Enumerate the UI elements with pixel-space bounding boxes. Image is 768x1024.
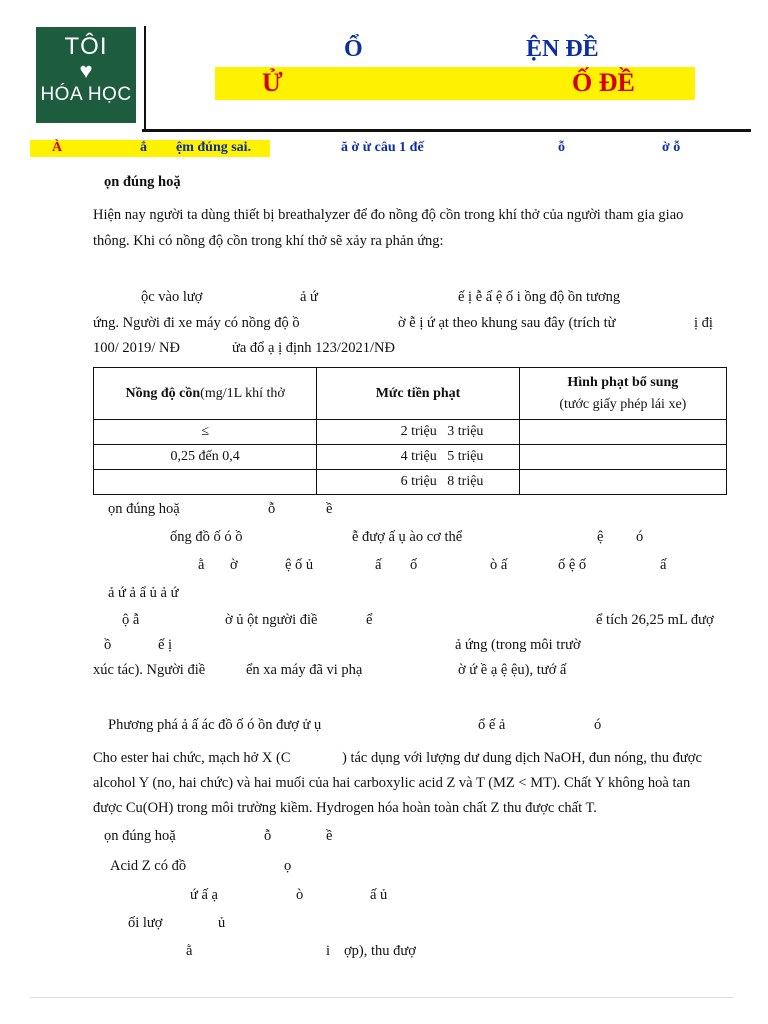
q1-para-l3-b: ửa đổ ạ ị định 123/2021/NĐ [232, 340, 395, 356]
item-d-part-2: ổ ế ả [478, 717, 506, 733]
cell-fine-from: 2 triệu [400, 424, 437, 439]
section-label-a: À [52, 140, 63, 155]
q1-intro-line-2: thông. Khi có nồng độ cồn trong khí thở sẽ xảy ra phản ứng: [93, 233, 444, 249]
q1-para-l1-c: ế ị ễ ấ ệ ố i ồng độ ồn tương [458, 289, 621, 305]
cell-extra [519, 470, 726, 495]
q1-items-instruction-c: ề [326, 501, 333, 517]
item-c-line-3-a: xúc tác). Người điề [93, 662, 206, 678]
table-row [94, 420, 727, 445]
section-label-c: ệm đúng sai. [176, 140, 252, 155]
q1-para-l1-a: ộc vào lượ [141, 289, 203, 305]
header-fine: Mức tiền phạt [317, 368, 519, 420]
q1-para-l3-a: 100/ 2019/ NĐ [93, 340, 180, 356]
q1-para-l1-b: ả ứ [300, 289, 318, 305]
q2-line-2: alcohol Y (no, hai chức) và hai muối của hai carboxylic acid Z và T (MZ < MT). Chất Y không hoà tan [93, 775, 691, 791]
q2-item-c-part-2: ủ [218, 915, 226, 931]
item-b-part-3: ệ ố ủ [285, 557, 314, 573]
page-bottom-divider [30, 997, 734, 998]
logo-line-2: HÓA HỌC [40, 84, 132, 105]
heart-icon: ♥ [79, 58, 93, 83]
item-c-line-2-c: ả ứng (trong môi trườ [455, 637, 581, 653]
q2-item-b-part-3: ấ ủ [370, 887, 388, 903]
header-extra-label: Hình phạt bổ sung [567, 374, 679, 390]
q2-item-d-part-3: ợp), thu đượ [344, 943, 416, 959]
item-b-part-6: ò ấ [490, 557, 508, 573]
cell-fine-from: 6 triệu [400, 474, 437, 489]
cell-fine-to: 3 triệu [447, 424, 484, 439]
q2-item-d-part-1: ằ [186, 943, 193, 959]
section-label-b: ắ [140, 140, 147, 155]
logo-line-1: TÔI [64, 33, 108, 60]
q1-instruction: ọn đúng hoặ [104, 174, 181, 190]
item-b-part-1: ằ [198, 557, 205, 573]
title-line-1-left: Ổ [344, 36, 363, 62]
item-c-line-2-b: ế ị [158, 637, 173, 653]
q1-items-instruction-b: ỗ [268, 501, 276, 517]
cell-level: ≤ [94, 420, 317, 445]
item-c-part-2: ờ ủ ột người điề [225, 612, 318, 628]
header-horizontal-rule [142, 129, 751, 132]
q1-para-l2-a: ứng. Người đi xe máy có nồng độ ồ [93, 315, 300, 331]
cell-extra [519, 420, 726, 445]
q2-item-a-part-2: ọ [284, 858, 292, 874]
item-b-part-2: ờ [230, 557, 238, 573]
item-b-part-5: ố [410, 557, 418, 573]
table-row [94, 470, 727, 495]
section-note-a: ă ờ ừ câu 1 đế [341, 140, 424, 155]
item-a-part-4: ó [636, 529, 644, 545]
item-c-part-1: ộ ẫ [122, 612, 140, 628]
header-concentration-unit: (mg/1L khí thở [200, 385, 285, 401]
item-c-line-2-a: ồ [104, 637, 112, 653]
item-b-line-2: ả ứ ả ẩ ủ ả ứ [108, 585, 179, 601]
header-concentration-label: Nồng độ cồn [125, 385, 201, 401]
item-a-part-1: ống đồ ố ó ồ [170, 529, 243, 545]
table-header-row [94, 368, 727, 420]
item-c-part-4: ể tích 26,25 mL đượ [596, 612, 714, 628]
title-line-2-left: Ử [262, 68, 283, 97]
header-extra-penalty [519, 368, 726, 420]
item-b-part-8: ấ [660, 557, 667, 573]
item-c-part-3: ể [366, 612, 373, 628]
q2-instruction-a: ọn đúng hoặ [104, 828, 176, 844]
q1-items-instruction-a: ọn đúng hoặ [108, 501, 180, 517]
item-a-part-3: ệ [597, 529, 604, 545]
q2-line-1-b: ) tác dụng với lượng dư dung dịch NaOH, đun nóng, thu được [342, 750, 702, 766]
cell-extra [519, 445, 726, 470]
cell-fine-to: 5 triệu [447, 449, 484, 464]
item-c-line-3-b: ển xa máy đã vi phạ [246, 662, 363, 678]
cell-fine [317, 420, 519, 445]
item-d-part-1: Phương phá ả ấ ác đồ ố ó ồn đượ ử ụ [108, 717, 322, 733]
q1-intro-line-1: Hiện nay người ta dùng thiết bị breathalyzer để đo nồng độ cồn trong khí thở của người tham gia giao [93, 207, 684, 223]
q2-item-a-part-1: Acid Z có đồ [110, 858, 187, 874]
section-note-c: ờ ỗ [662, 140, 681, 155]
penalty-table [93, 367, 727, 495]
item-b-part-4: ấ [375, 557, 382, 573]
q2-item-c-part-1: ối lượ [128, 915, 163, 931]
q1-para-l2-c: ị đị [694, 315, 713, 331]
q2-instruction-b: ỗ [264, 828, 272, 844]
q2-line-3: được Cu(OH) trong môi trường kiềm. Hydrogen hóa hoàn toàn chất Z thu được chất T. [93, 800, 597, 816]
q2-instruction-c: ề [326, 828, 333, 844]
cell-fine-to: 8 triệu [447, 474, 484, 489]
cell-level [94, 470, 317, 495]
item-d-part-3: ó [594, 717, 602, 733]
item-a-part-2: ễ đượ ấ ụ ào cơ thể [352, 529, 463, 545]
q2-item-b-part-1: ứ ấ ạ [190, 887, 218, 903]
header-concentration [94, 368, 317, 420]
item-c-line-3-c: ờ ứ ề ạ ệ ệu), tướ ấ [458, 662, 567, 678]
header-extra-sub: (tước giấy phép lái xe) [559, 396, 687, 412]
q1-para-l2-b: ờ ễ ị ứ ạt theo khung sau đây (trích từ [398, 315, 616, 331]
cell-level: 0,25 đến 0,4 [94, 445, 317, 470]
q2-line-1-a: Cho ester hai chức, mạch hở X (C [93, 750, 291, 766]
q2-item-d-part-2: i [326, 943, 331, 959]
cell-fine [317, 470, 519, 495]
logo-toi-yeu-hoa-hoc [36, 27, 136, 123]
cell-fine [317, 445, 519, 470]
section-note-b: ỗ [558, 140, 565, 155]
title-line-1-right: ỆN ĐỀ [526, 36, 599, 62]
q2-item-b-part-2: ò [296, 887, 304, 903]
header-vertical-divider [144, 26, 146, 129]
title-line-2-right: Ố ĐỀ [572, 68, 635, 97]
item-b-part-7: ố ệ ố [558, 557, 587, 573]
cell-fine-from: 4 triệu [400, 449, 437, 464]
table-row [94, 445, 727, 470]
